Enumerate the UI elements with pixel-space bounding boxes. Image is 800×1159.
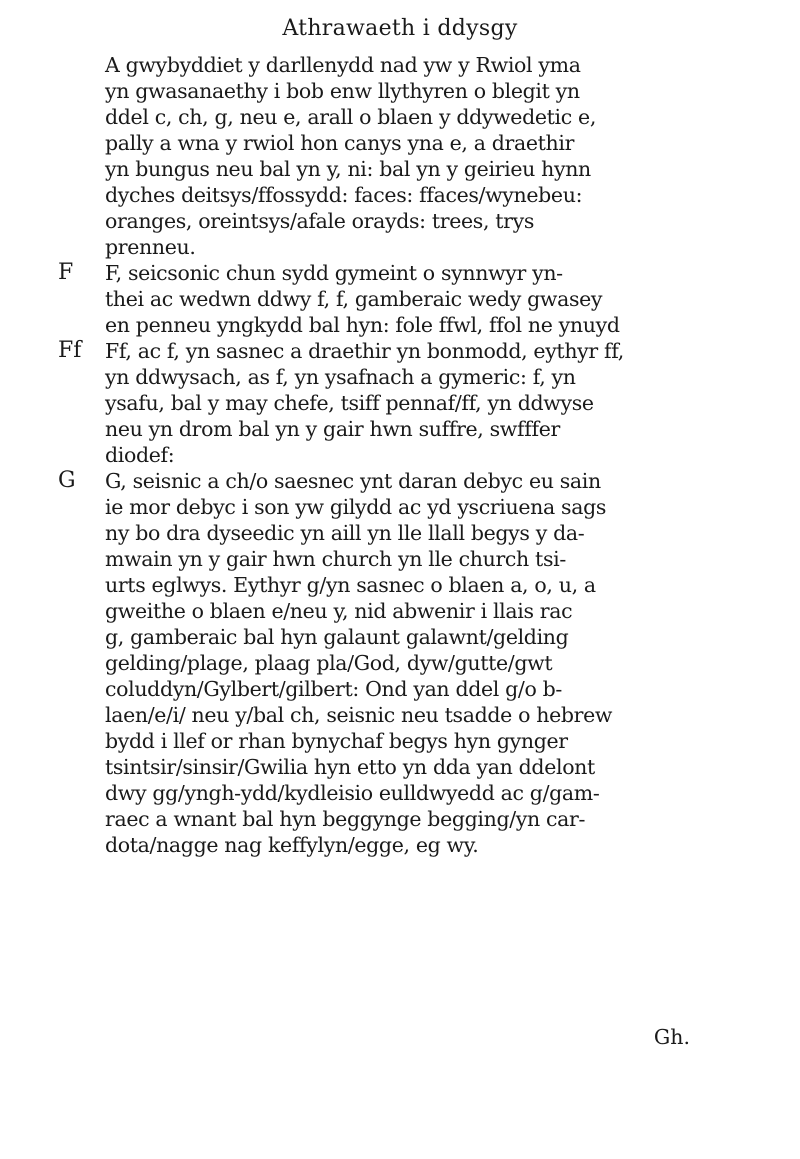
text-line: en penneu yngkydd bal hyn: fole ffwl, ffol ne ynuyd xyxy=(105,313,620,337)
margin-note-ff: Ff xyxy=(58,338,82,363)
text-line: gelding/plage, plaag pla/God, dyw/gutte/gwt xyxy=(105,651,553,675)
text-line: tsintsir/sinsir/Gwilia hyn etto yn dda yan ddelont xyxy=(105,755,595,779)
text-line: ddel c, ch, g, neu e, arall o blaen y ddywedetic e, xyxy=(105,105,596,129)
text-line: bydd i llef or rhan bynychaf begys hyn gynger xyxy=(105,729,568,753)
text-line: dyches deitsys/ffossydd: faces: ffaces/wynebeu: xyxy=(105,183,583,207)
text-line: raec a wnant bal hyn beggynge begging/yn car- xyxy=(105,807,586,831)
text-line: pally a wna y rwiol hon canys yna e, a draethir xyxy=(105,131,575,155)
text-line: ie mor debyc i son yw gilydd ac yd yscriuena sags xyxy=(105,495,607,519)
text-line: laen/e/i/ neu y/bal ch, seisnic neu tsadde o hebrew xyxy=(105,703,613,727)
text-line: coluddyn/Gylbert/gilbert: Ond yan ddel g/o b- xyxy=(105,677,562,701)
text-line: oranges, oreintsys/afale orayds: trees, trys xyxy=(105,209,535,233)
text-line: yn bungus neu bal yn y, ni: bal yn y geirieu hynn xyxy=(105,157,591,181)
body-text xyxy=(105,52,725,858)
text-line: ysafu, bal y may chefe, tsiff pennaf/ff, yn ddwyse xyxy=(105,391,594,415)
text-line: diodef: xyxy=(105,443,175,467)
running-header: Athrawaeth i ddysgy xyxy=(282,16,518,41)
text-line: g, gamberaic bal hyn galaunt galawnt/gelding xyxy=(105,625,569,649)
text-line: dwy gg/yngh-ydd/kydleisio eulldwyedd ac g/gam- xyxy=(105,781,600,805)
text-line: dota/nagge nag keffylyn/egge, eg wy. xyxy=(105,833,479,857)
catchword: Gh. xyxy=(653,1025,690,1049)
text-line: yn ddwysach, as f, yn ysafnach a gymeric: f, yn xyxy=(105,365,576,389)
text-line: Ff, ac f, yn sasnec a draethir yn bonmodd, eythyr ff, xyxy=(105,339,624,363)
margin-note-g: G xyxy=(58,468,76,493)
text-line: mwain yn y gair hwn church yn lle church tsi- xyxy=(105,547,566,571)
text-line: gweithe o blaen e/neu y, nid abwenir i llais rac xyxy=(105,599,573,623)
text-line: urts eglwys. Eythyr g/yn sasnec o blaen a, o, u, a xyxy=(105,573,596,597)
text-line: yn gwasanaethy i bob enw llythyren o blegit yn xyxy=(105,79,580,103)
text-line: A gwybyddiet y darllenydd nad yw y Rwiol yma xyxy=(105,53,581,77)
text-line: thei ac wedwn ddwy f, f, gamberaic wedy gwasey xyxy=(105,287,603,311)
text-line: prenneu. xyxy=(105,235,196,259)
text-line: neu yn drom bal yn y gair hwn suffre, swfffer xyxy=(105,417,560,441)
margin-note-f: F xyxy=(58,260,74,285)
text-line: ny bo dra dyseedic yn aill yn lle llall begys y da- xyxy=(105,521,585,545)
text-line: F, seicsonic chun sydd gymeint o synnwyr yn- xyxy=(105,261,563,285)
text-line: G, seisnic a ch/o saesnec ynt daran debyc eu sain xyxy=(105,469,601,493)
